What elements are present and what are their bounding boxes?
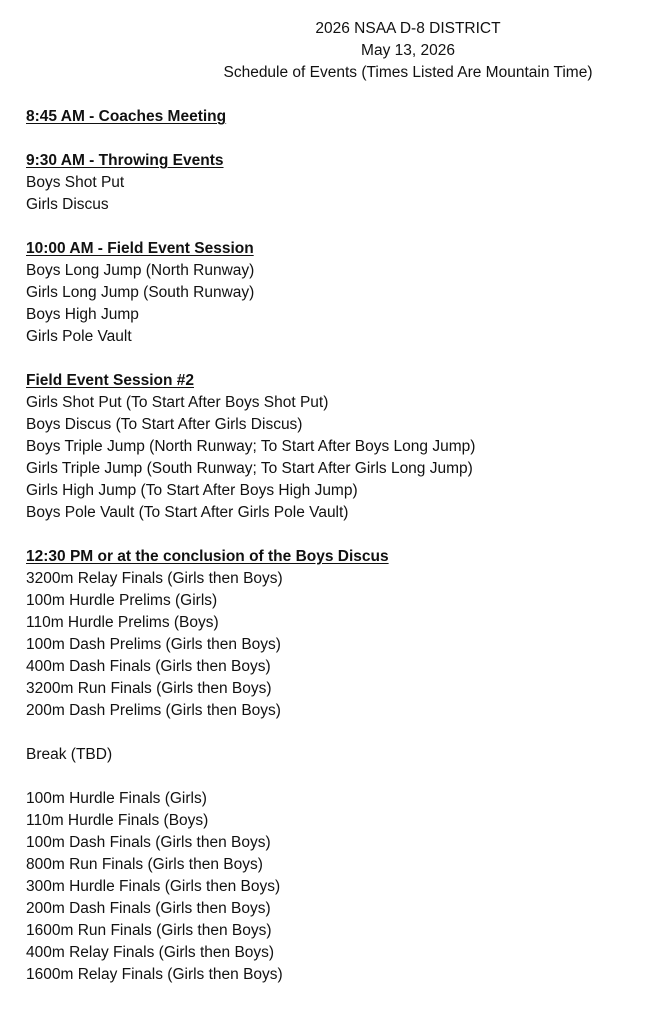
- section-heading: 12:30 PM or at the conclusion of the Boys Discus: [26, 548, 389, 565]
- event-item: 300m Hurdle Finals (Girls then Boys): [26, 878, 281, 895]
- schedule-section: [26, 370, 656, 524]
- document-subtitle: Schedule of Events (Times Listed Are Mountain Time): [223, 64, 593, 81]
- event-item: 400m Relay Finals (Girls then Boys): [26, 944, 275, 961]
- event-item: 200m Dash Prelims (Girls then Boys): [26, 702, 281, 719]
- schedule-section: [26, 106, 656, 128]
- event-item: 1600m Run Finals (Girls then Boys): [26, 922, 272, 939]
- schedule-section: [26, 238, 656, 348]
- event-item: Break (TBD): [26, 746, 113, 763]
- event-item: 110m Hurdle Finals (Boys): [26, 812, 209, 829]
- event-item: Boys Long Jump (North Runway): [26, 262, 255, 279]
- document-date: May 13, 2026: [361, 42, 455, 59]
- section-gap: [26, 216, 656, 238]
- event-item: 3200m Run Finals (Girls then Boys): [26, 680, 272, 697]
- event-item: 100m Dash Finals (Girls then Boys): [26, 834, 271, 851]
- section-gap: [26, 766, 656, 788]
- event-item: 3200m Relay Finals (Girls then Boys): [26, 570, 283, 587]
- section-gap: [26, 348, 656, 370]
- section-gap: [26, 524, 656, 546]
- schedule-section: [26, 150, 656, 216]
- section-heading: Field Event Session #2: [26, 372, 194, 389]
- event-item: 400m Dash Finals (Girls then Boys): [26, 658, 271, 675]
- event-item: Boys High Jump: [26, 306, 139, 323]
- event-item: Girls Pole Vault: [26, 328, 132, 345]
- schedule-section: [26, 744, 656, 766]
- schedule-section: [26, 788, 656, 986]
- document-header: [0, 18, 669, 84]
- document-title: 2026 NSAA D-8 DISTRICT: [315, 20, 501, 37]
- event-item: 100m Hurdle Prelims (Girls): [26, 592, 218, 609]
- event-item: 200m Dash Finals (Girls then Boys): [26, 900, 271, 917]
- event-item: 110m Hurdle Prelims (Boys): [26, 614, 219, 631]
- event-item: 800m Run Finals (Girls then Boys): [26, 856, 263, 873]
- schedule-section: [26, 546, 656, 722]
- event-item: Boys Shot Put: [26, 174, 125, 191]
- event-item: Girls Triple Jump (South Runway; To Start After Girls Long Jump): [26, 460, 473, 477]
- event-item: Boys Pole Vault (To Start After Girls Pole Vault): [26, 504, 349, 521]
- section-heading: 9:30 AM - Throwing Events: [26, 152, 224, 169]
- schedule-content: [26, 106, 656, 986]
- event-item: Boys Discus (To Start After Girls Discus): [26, 416, 303, 433]
- event-item: Boys Triple Jump (North Runway; To Start After Boys Long Jump): [26, 438, 476, 455]
- event-item: 100m Hurdle Finals (Girls): [26, 790, 207, 807]
- event-item: Girls Discus: [26, 196, 109, 213]
- event-item: Girls Long Jump (South Runway): [26, 284, 255, 301]
- section-heading: 10:00 AM - Field Event Session: [26, 240, 254, 257]
- event-item: Girls High Jump (To Start After Boys High Jump): [26, 482, 358, 499]
- section-gap: [26, 128, 656, 150]
- event-item: 1600m Relay Finals (Girls then Boys): [26, 966, 283, 983]
- event-item: 100m Dash Prelims (Girls then Boys): [26, 636, 281, 653]
- section-heading: 8:45 AM - Coaches Meeting: [26, 108, 227, 125]
- event-item: Girls Shot Put (To Start After Boys Shot Put): [26, 394, 329, 411]
- section-gap: [26, 722, 656, 744]
